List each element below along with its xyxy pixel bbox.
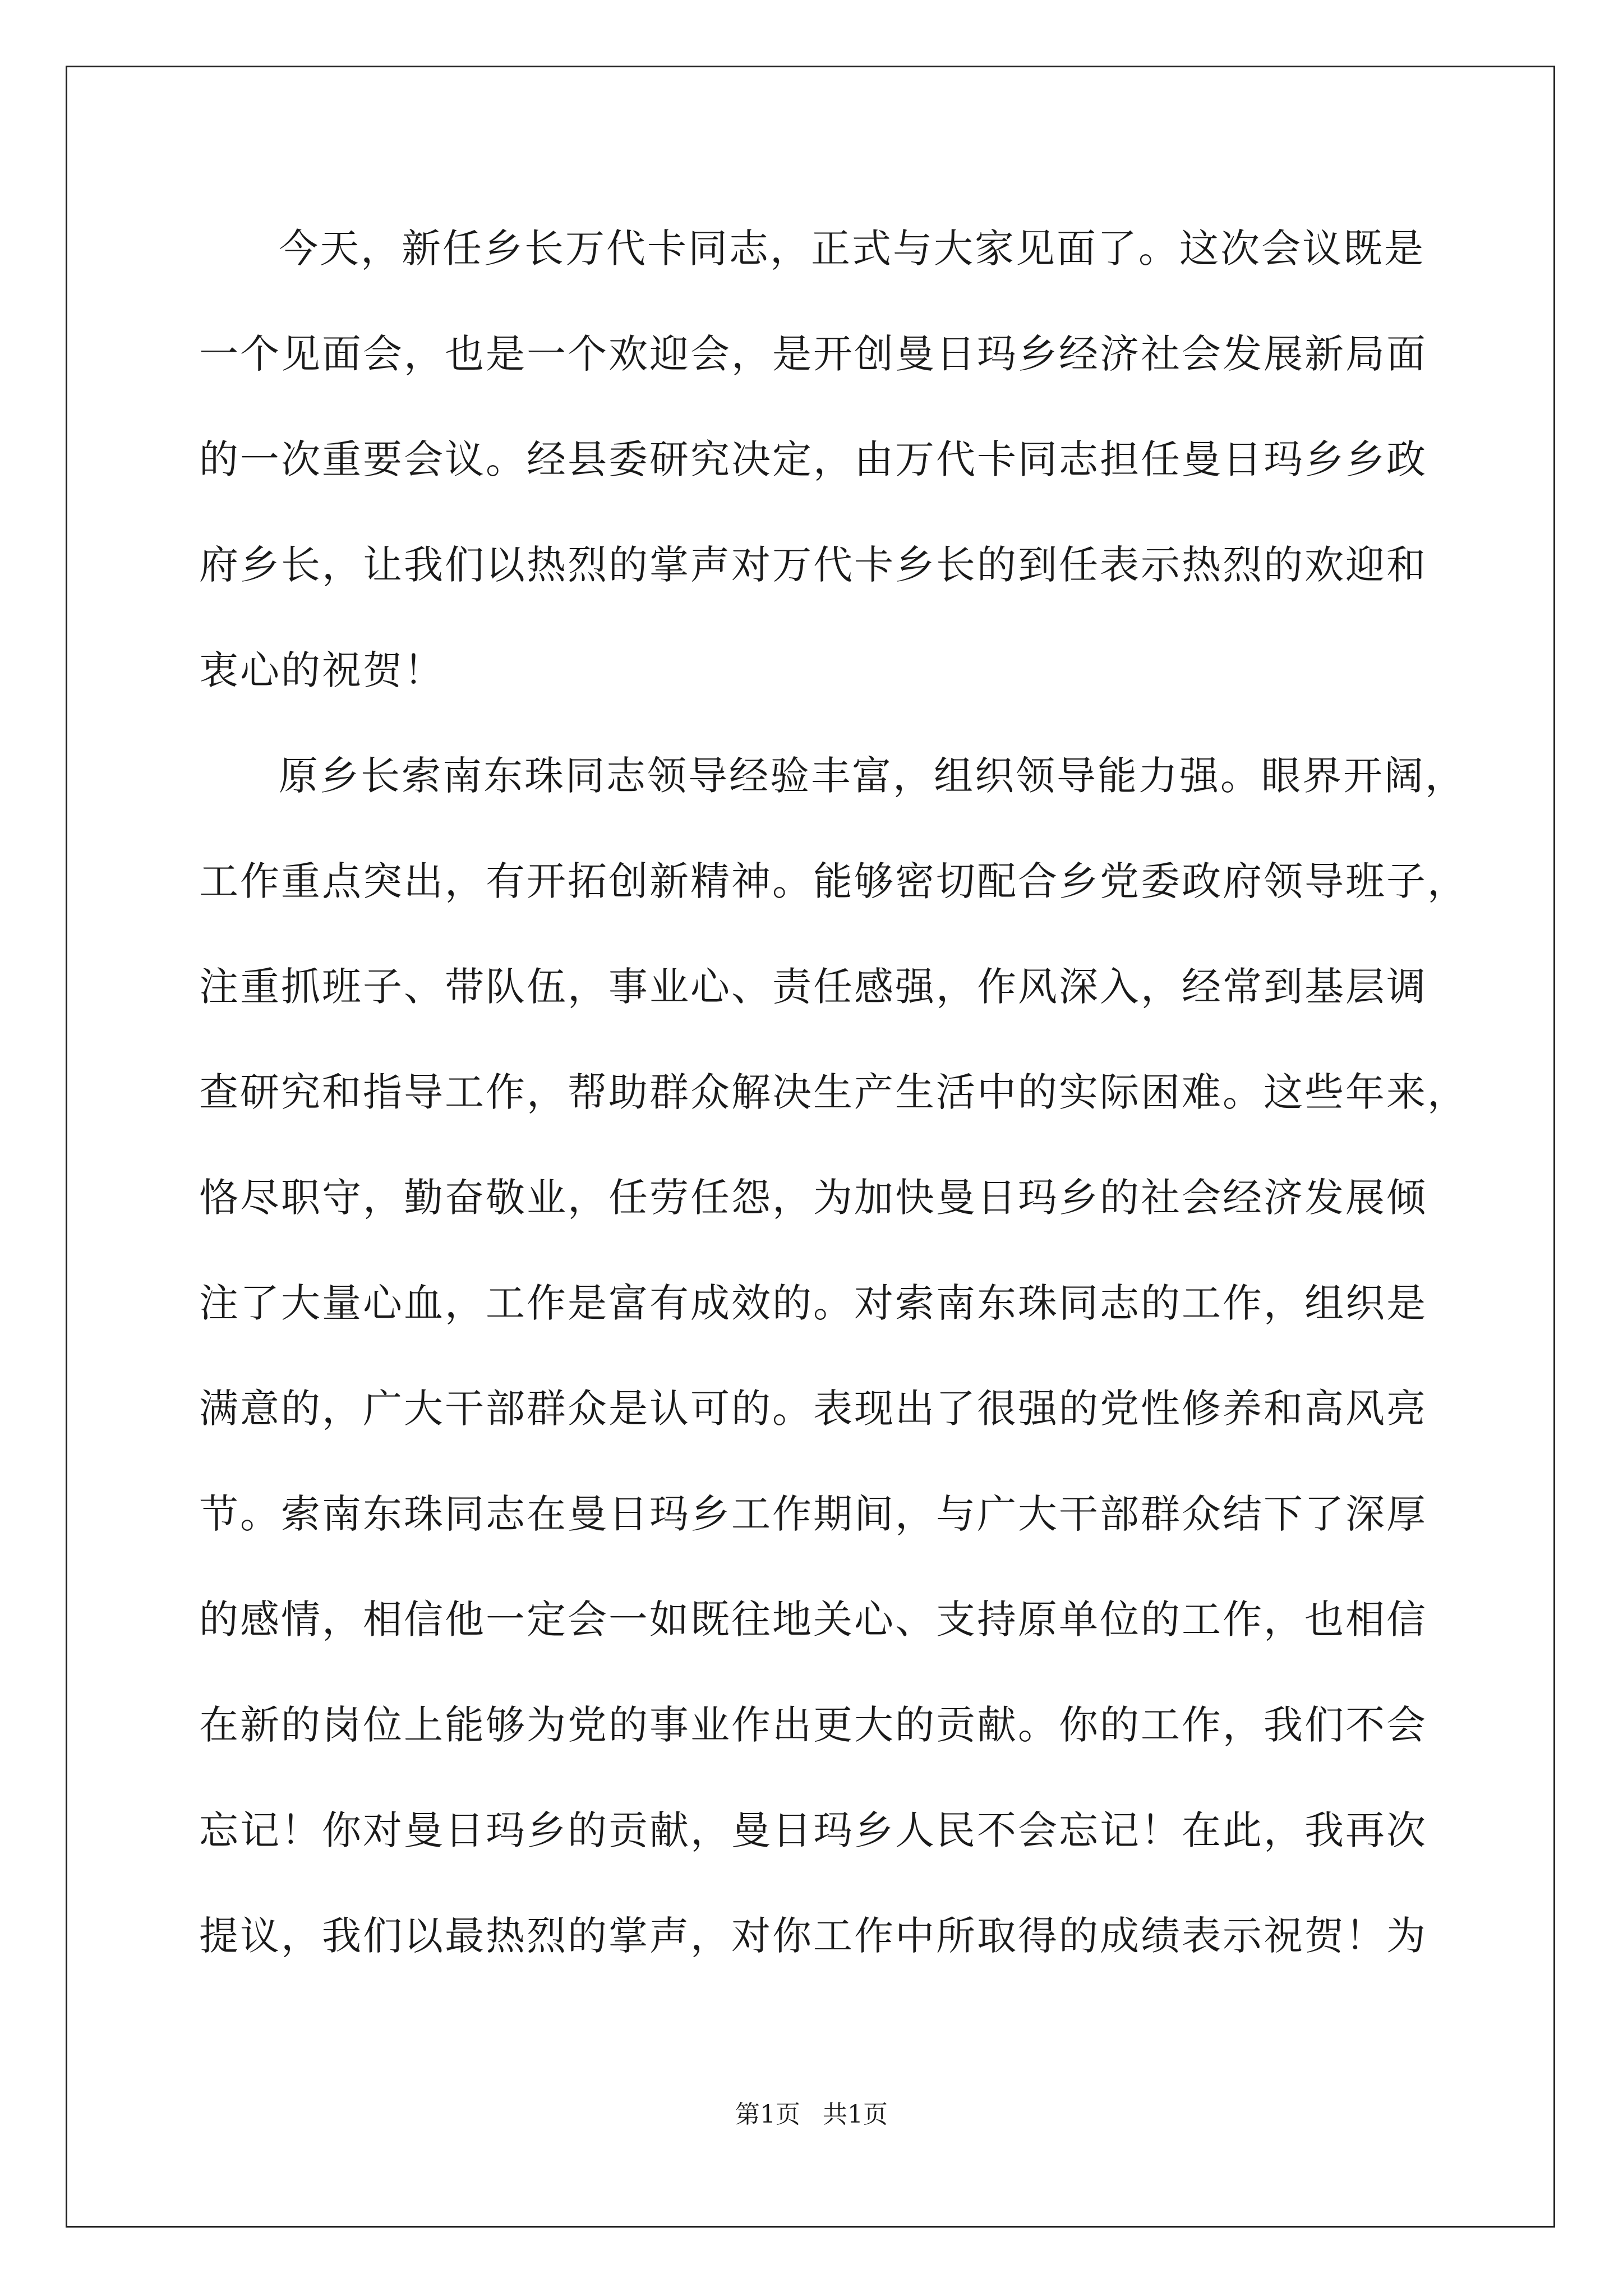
paragraph-1-line-3: 的一次重要会议。经县委研究决定，由万代卡同志担任曼日玛乡乡政: [199, 436, 1427, 482]
page-footer: [0, 2098, 1623, 2132]
paragraph-1-line-5: 衷心的祝贺！: [199, 647, 445, 693]
paragraph-2-line-2: 工作重点突出，有开拓创新精神。能够密切配合乡党委政府领导班子，: [199, 858, 1468, 904]
paragraph-2-line-10: 在新的岗位上能够为党的事业作出更大的贡献。你的工作，我们不会: [199, 1702, 1427, 1748]
paragraph-2-line-11: 忘记！你对曼日玛乡的贡献，曼日玛乡人民不会忘记！在此，我再次: [199, 1807, 1427, 1853]
paragraph-2-line-5: 恪尽职守，勤奋敬业，任劳任怨，为加快曼日玛乡的社会经济发展倾: [199, 1175, 1427, 1221]
page-border: [66, 66, 1555, 2228]
paragraph-2-line-4: 查研究和指导工作，帮助群众解决生产生活中的实际困难。这些年来，: [199, 1069, 1468, 1115]
paragraph-2-line-1: 原乡长索南东珠同志领导经验丰富，组织领导能力强。眼界开阔，: [279, 753, 1466, 799]
paragraph-2-line-9: 的感情，相信他一定会一如既往地关心、支持原单位的工作，也相信: [199, 1596, 1427, 1642]
paragraph-1-line-2: 一个见面会，也是一个欢迎会，是开创曼日玛乡经济社会发展新局面: [199, 331, 1427, 377]
paragraph-1-line-4: 府乡长，让我们以热烈的掌声对万代卡乡长的到任表示热烈的欢迎和: [199, 542, 1427, 588]
paragraph-2-line-8: 节。索南东珠同志在曼日玛乡工作期间，与广大干部群众结下了深厚: [199, 1491, 1427, 1537]
paragraph-2-line-7: 满意的，广大干部群众是认可的。表现出了很强的党性修养和高风亮: [199, 1386, 1427, 1432]
page-total: 共1页: [823, 2100, 888, 2129]
page-number: 第1页: [735, 2100, 800, 2129]
paragraph-2-line-6: 注了大量心血，工作是富有成效的。对索南东珠同志的工作，组织是: [199, 1280, 1427, 1326]
paragraph-2-line-3: 注重抓班子、带队伍，事业心、责任感强，作风深入，经常到基层调: [199, 964, 1427, 1010]
paragraph-1-line-1: 今天，新任乡长万代卡同志，正式与大家见面了。这次会议既是: [279, 226, 1425, 272]
paragraph-2-line-12: 提议，我们以最热烈的掌声，对你工作中所取得的成绩表示祝贺！为: [199, 1913, 1427, 1959]
